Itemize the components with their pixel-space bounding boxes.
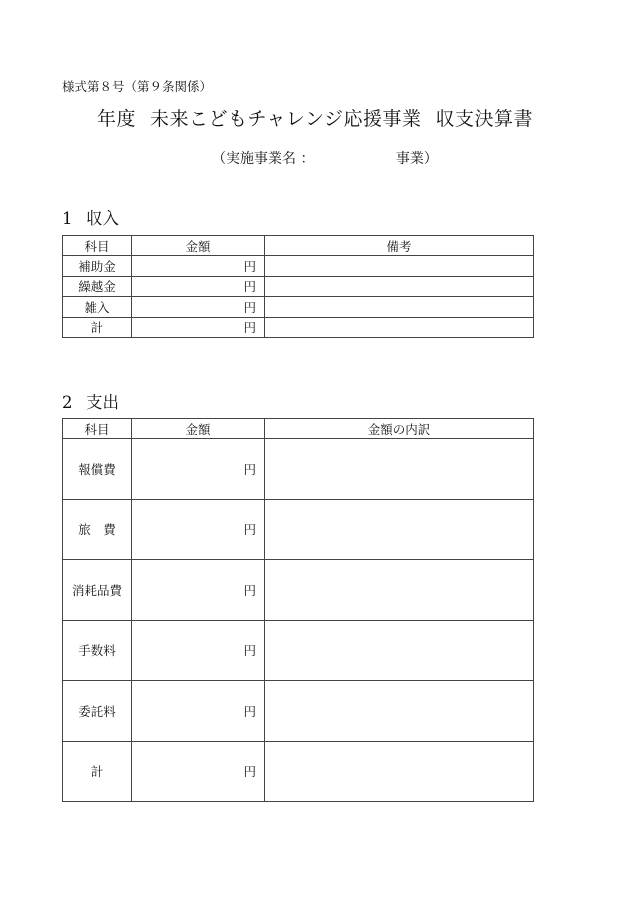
document-title	[0, 104, 630, 131]
expense-section-number: 2	[62, 393, 73, 412]
expense-amount-cell[interactable]: 円	[132, 681, 265, 742]
expense-amount-cell[interactable]: 円	[132, 499, 265, 560]
expense-header-amount: 金額	[132, 419, 265, 439]
expense-detail-cell[interactable]	[265, 620, 534, 681]
income-amount-cell[interactable]: 円	[132, 256, 265, 277]
income-header-row	[63, 236, 534, 256]
expense-row-supplies	[63, 560, 534, 621]
title-document-type: 収支決算書	[435, 108, 533, 130]
expense-table	[62, 418, 534, 802]
form-number: 様式第８号（第９条関係）	[62, 79, 213, 94]
program-name-line: （実施事業名 ： 事業）	[212, 151, 438, 167]
income-section-number: 1	[62, 209, 73, 228]
income-amount-cell[interactable]: 円	[132, 317, 265, 338]
income-note-cell[interactable]	[265, 317, 534, 338]
expense-amount-cell[interactable]: 円	[132, 741, 265, 802]
expense-row-fees	[63, 620, 534, 681]
income-note-cell[interactable]	[265, 276, 534, 297]
income-item: 補助金	[63, 256, 132, 277]
income-header-note: 備考	[265, 236, 534, 256]
income-amount-cell[interactable]: 円	[132, 297, 265, 318]
expense-row-honorarium	[63, 439, 534, 500]
title-program-name: 未来こどもチャレンジ応援事業	[150, 108, 422, 130]
income-section-label: 収入	[86, 209, 119, 228]
expense-item: 委託料	[63, 681, 132, 742]
income-row-misc	[63, 297, 534, 318]
income-header-amount: 金額	[132, 236, 265, 256]
expense-amount-cell[interactable]: 円	[132, 620, 265, 681]
expense-row-total	[63, 741, 534, 802]
expense-header-item: 科目	[63, 419, 132, 439]
expense-section-heading	[62, 389, 119, 413]
expense-header-detail: 金額の内訳	[265, 419, 534, 439]
income-row-carryover	[63, 276, 534, 297]
income-item: 雑入	[63, 297, 132, 318]
expense-item: 報償費	[63, 439, 132, 500]
expense-row-outsourcing	[63, 681, 534, 742]
income-row-total	[63, 317, 534, 338]
expense-header-row	[63, 419, 534, 439]
income-section-heading	[62, 205, 119, 229]
income-note-cell[interactable]	[265, 256, 534, 277]
expense-amount-cell[interactable]: 円	[132, 560, 265, 621]
expense-row-travel	[63, 499, 534, 560]
expense-detail-cell[interactable]	[265, 681, 534, 742]
income-amount-cell[interactable]: 円	[132, 276, 265, 297]
expense-item: 消耗品費	[63, 560, 132, 621]
expense-item: 計	[63, 741, 132, 802]
income-table	[62, 235, 534, 338]
expense-detail-cell[interactable]	[265, 499, 534, 560]
expense-item: 旅 費	[63, 499, 132, 560]
expense-detail-cell[interactable]	[265, 560, 534, 621]
title-year-label: 年度	[96, 108, 136, 130]
income-header-item: 科目	[63, 236, 132, 256]
income-note-cell[interactable]	[265, 297, 534, 318]
expense-detail-cell[interactable]	[265, 741, 534, 802]
income-item: 繰越金	[63, 276, 132, 297]
expense-amount-cell[interactable]: 円	[132, 439, 265, 500]
income-item: 計	[63, 317, 132, 338]
expense-detail-cell[interactable]	[265, 439, 534, 500]
expense-item: 手数料	[63, 620, 132, 681]
expense-section-label: 支出	[86, 393, 119, 412]
income-row-subsidy	[63, 256, 534, 277]
